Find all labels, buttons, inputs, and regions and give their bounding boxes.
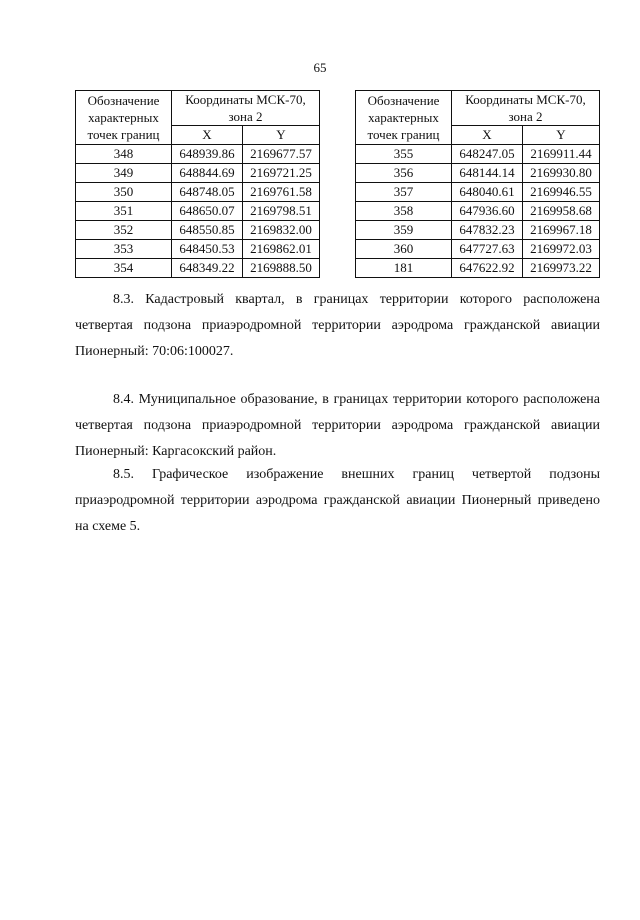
y-value: 2169888.50 [243,259,320,278]
paragraph-graphic-scheme: 8.5. Графическое изображение внешних границ четвертой подзоны приаэродромной территории аэродрома гражданской авиации Пионерный приведено на схеме 5. [75,467,600,534]
paragraph-municipality: 8.4. Муниципальное образование, в границах территории которого расположена четвертая подзона приаэродромной территории аэродрома гражданской авиации Пионерный: Каргасокский район. [75,392,600,459]
x-value: 648650.07 [172,202,243,221]
y-value: 2169761.58 [243,183,320,202]
x-value: 647727.63 [452,240,523,259]
table-row [76,221,320,240]
table-row [76,259,320,278]
x-column-header: X [172,126,243,145]
point-id: 359 [356,221,452,240]
table-row [356,221,600,240]
point-id: 355 [356,145,452,164]
point-id: 356 [356,164,452,183]
x-value: 648144.14 [452,164,523,183]
point-id: 350 [76,183,172,202]
point-id: 358 [356,202,452,221]
y-value: 2169798.51 [243,202,320,221]
table-row [356,259,600,278]
table-row [356,145,600,164]
y-value: 2169967.18 [523,221,600,240]
point-id: 349 [76,164,172,183]
table-row [356,202,600,221]
table-row [356,183,600,202]
table-header-row [76,91,320,126]
y-value: 2169972.03 [523,240,600,259]
point-id: 351 [76,202,172,221]
y-value: 2169958.68 [523,202,600,221]
x-value: 648748.05 [172,183,243,202]
y-value: 2169721.25 [243,164,320,183]
x-value: 647622.92 [452,259,523,278]
table-row [76,164,320,183]
x-value: 647936.60 [452,202,523,221]
point-id: 181 [356,259,452,278]
table-header-row [356,91,600,126]
x-value: 648349.22 [172,259,243,278]
y-value: 2169862.01 [243,240,320,259]
y-value: 2169832.00 [243,221,320,240]
y-value: 2169930.80 [523,164,600,183]
y-value: 2169946.55 [523,183,600,202]
page-number: 65 [313,60,327,75]
point-id: 352 [76,221,172,240]
coordinates-column-header: Координаты МСК-70, зона 2 [452,91,600,126]
paragraph-cadastral-quarter: 8.3. Кадастровый квартал, в границах территории которого расположена четвертая подзона приаэродромной территории аэродрома гражданской авиации Пионерный: 70:06:100027. [75,292,600,359]
y-column-header: Y [523,126,600,145]
x-value: 648040.61 [452,183,523,202]
x-column-header: X [452,126,523,145]
x-value: 648844.69 [172,164,243,183]
x-value: 648450.53 [172,240,243,259]
x-value: 648247.05 [452,145,523,164]
point-id: 348 [76,145,172,164]
point-id: 354 [76,259,172,278]
table-row [76,145,320,164]
x-value: 648939.86 [172,145,243,164]
y-value: 2169911.44 [523,145,600,164]
table-row [356,164,600,183]
points-column-header: Обозначение характерных точек границ [76,91,172,145]
table-row [76,240,320,259]
x-value: 648550.85 [172,221,243,240]
point-id: 353 [76,240,172,259]
table-row [76,183,320,202]
coordinates-column-header: Координаты МСК-70, зона 2 [172,91,320,126]
coordinates-table-right [355,90,600,278]
point-id: 360 [356,240,452,259]
points-column-header: Обозначение характерных точек границ [356,91,452,145]
coordinates-table-left [75,90,320,278]
y-value: 2169973.22 [523,259,600,278]
point-id: 357 [356,183,452,202]
table-row [76,202,320,221]
x-value: 647832.23 [452,221,523,240]
y-value: 2169677.57 [243,145,320,164]
y-column-header: Y [243,126,320,145]
table-row [356,240,600,259]
